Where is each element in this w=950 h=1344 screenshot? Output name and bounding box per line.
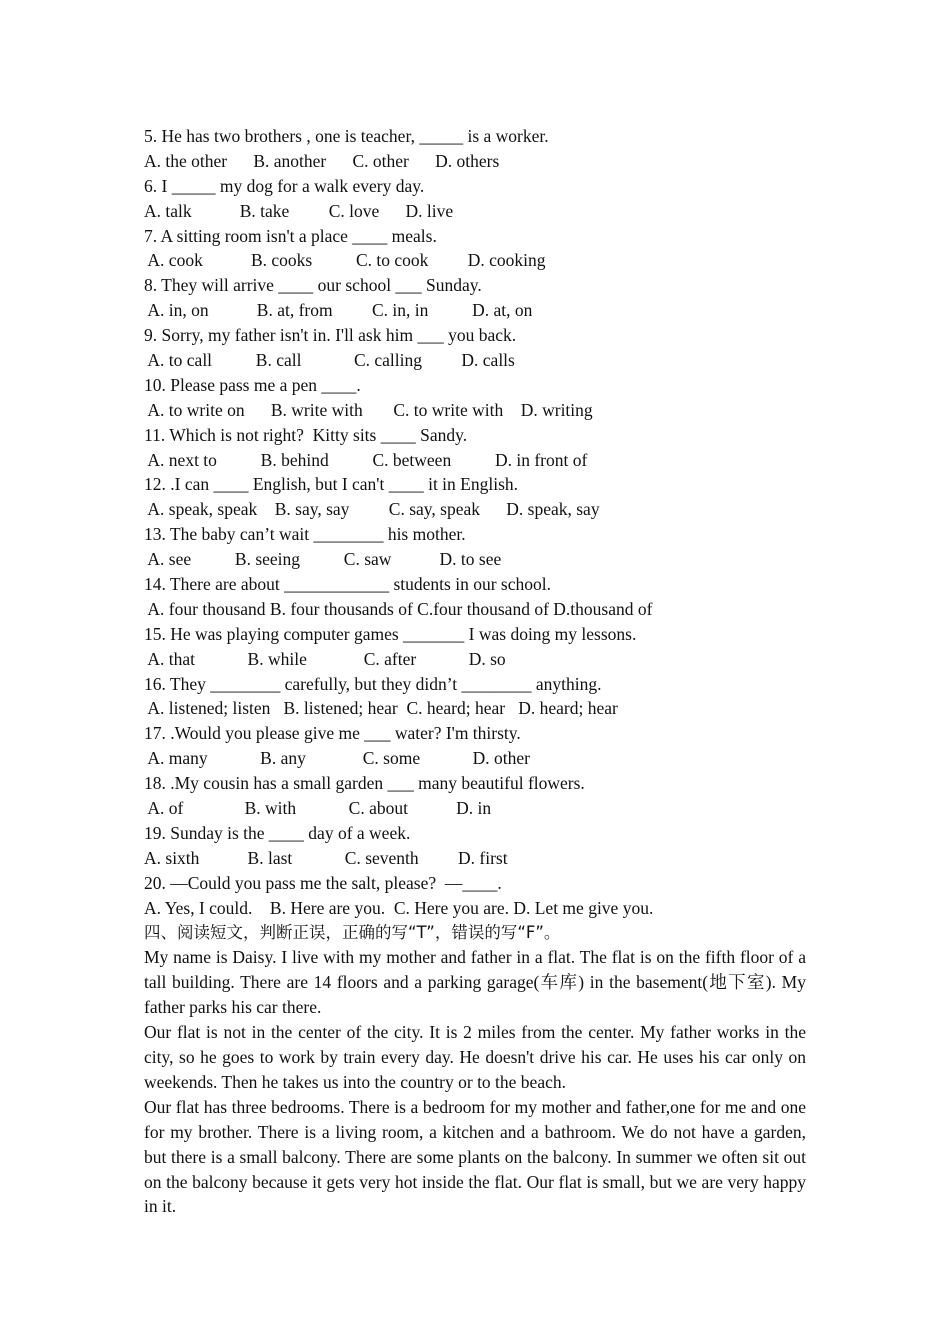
question-options: A. in, on B. at, from C. in, in D. at, on xyxy=(144,300,533,321)
question-11 xyxy=(144,423,806,473)
passage-paragraph-1: My name is Daisy. I live with my mother and father in a flat. The flat is on the fifth floor of a tall building. There are 14 floors and a parking garage(车库) in the basement(地下室). My father parks his car there. xyxy=(144,947,806,1018)
question-stem: 19. Sunday is the ____ day of a week. xyxy=(144,822,411,843)
question-options: A. to call B. call C. calling D. calls xyxy=(144,350,515,371)
question-options: A. the other B. another C. other D. others xyxy=(144,150,500,171)
question-options: A. of B. with C. about D. in xyxy=(144,798,492,819)
passage-paragraph-2: Our flat is not in the center of the city. It is 2 miles from the center. My father works in the city, so he goes to work by train every day. He doesn't drive his car. He uses his car only on weekends. Then he takes us into the country or to the beach. xyxy=(144,1022,806,1092)
question-options: A. cook B. cooks C. to cook D. cooking xyxy=(144,250,546,271)
question-options: A. next to B. behind C. between D. in front of xyxy=(144,449,588,470)
question-stem: 17. .Would you please give me ___ water? I'm thirsty. xyxy=(144,723,521,744)
question-10 xyxy=(144,373,806,423)
question-stem: 11. Which is not right? Kitty sits ____ Sandy. xyxy=(144,424,468,445)
question-stem: 7. A sitting room isn't a place ____ meals. xyxy=(144,225,437,246)
question-stem: 8. They will arrive ____ our school ___ Sunday. xyxy=(144,275,482,296)
question-14 xyxy=(144,572,806,622)
question-options: A. listened; listen B. listened; hear C. heard; hear D. heard; hear xyxy=(144,698,618,719)
question-19 xyxy=(144,821,806,871)
question-8 xyxy=(144,273,806,323)
question-stem: 20. —Could you pass me the salt, please? —____. xyxy=(144,872,502,893)
question-stem: 10. Please pass me a pen ____. xyxy=(144,374,361,395)
question-5 xyxy=(144,124,806,174)
section-heading: 四、阅读短文，判断正误，正确的写“T”，错误的写“F”。 xyxy=(144,922,561,942)
question-17 xyxy=(144,721,806,771)
question-stem: 15. He was playing computer games _______ I was doing my lessons. xyxy=(144,623,637,644)
worksheet-page xyxy=(144,124,806,1219)
question-15 xyxy=(144,622,806,672)
question-stem: 18. .My cousin has a small garden ___ many beautiful flowers. xyxy=(144,773,585,794)
question-9 xyxy=(144,323,806,373)
question-stem: 14. There are about ____________ students in our school. xyxy=(144,574,551,595)
question-options: A. to write on B. write with C. to write with D. writing xyxy=(144,399,593,420)
question-stem: 9. Sorry, my father isn't in. I'll ask him ___ you back. xyxy=(144,325,517,346)
question-16 xyxy=(144,672,806,722)
question-stem: 13. The baby can’t wait ________ his mother. xyxy=(144,524,466,545)
question-13 xyxy=(144,522,806,572)
question-stem: 12. .I can ____ English, but I can't ____ it in English. xyxy=(144,474,519,495)
passage-paragraph-3: Our flat has three bedrooms. There is a bedroom for my mother and father,one for me and one for my brother. There is a living room, a kitchen and a bathroom. We do not have a garden, but there is a small balcony. There are some plants on the balcony. In summer we often sit out on the balcony because it gets very hot inside the flat. Our flat is small, but we are very happy in it. xyxy=(144,1096,806,1217)
question-6 xyxy=(144,174,806,224)
question-options: A. speak, speak B. say, say C. say, speak D. speak, say xyxy=(144,499,600,520)
question-options: A. sixth B. last C. seventh D. first xyxy=(144,847,508,868)
question-20 xyxy=(144,871,806,921)
question-18 xyxy=(144,771,806,821)
question-options: A. see B. seeing C. saw D. to see xyxy=(144,549,502,570)
question-12 xyxy=(144,472,806,522)
question-options: A. four thousand B. four thousands of C.four thousand of D.thousand of xyxy=(144,598,653,619)
question-7 xyxy=(144,224,806,274)
question-stem: 6. I _____ my dog for a walk every day. xyxy=(144,175,425,196)
question-options: A. that B. while C. after D. so xyxy=(144,648,506,669)
question-options: A. many B. any C. some D. other xyxy=(144,748,530,769)
question-stem: 5. He has two brothers , one is teacher, _____ is a worker. xyxy=(144,126,549,146)
question-stem: 16. They ________ carefully, but they didn’t ________ anything. xyxy=(144,673,602,694)
question-options: A. Yes, I could. B. Here are you. C. Here you are. D. Let me give you. xyxy=(144,897,654,918)
question-options: A. talk B. take C. love D. live xyxy=(144,200,454,221)
